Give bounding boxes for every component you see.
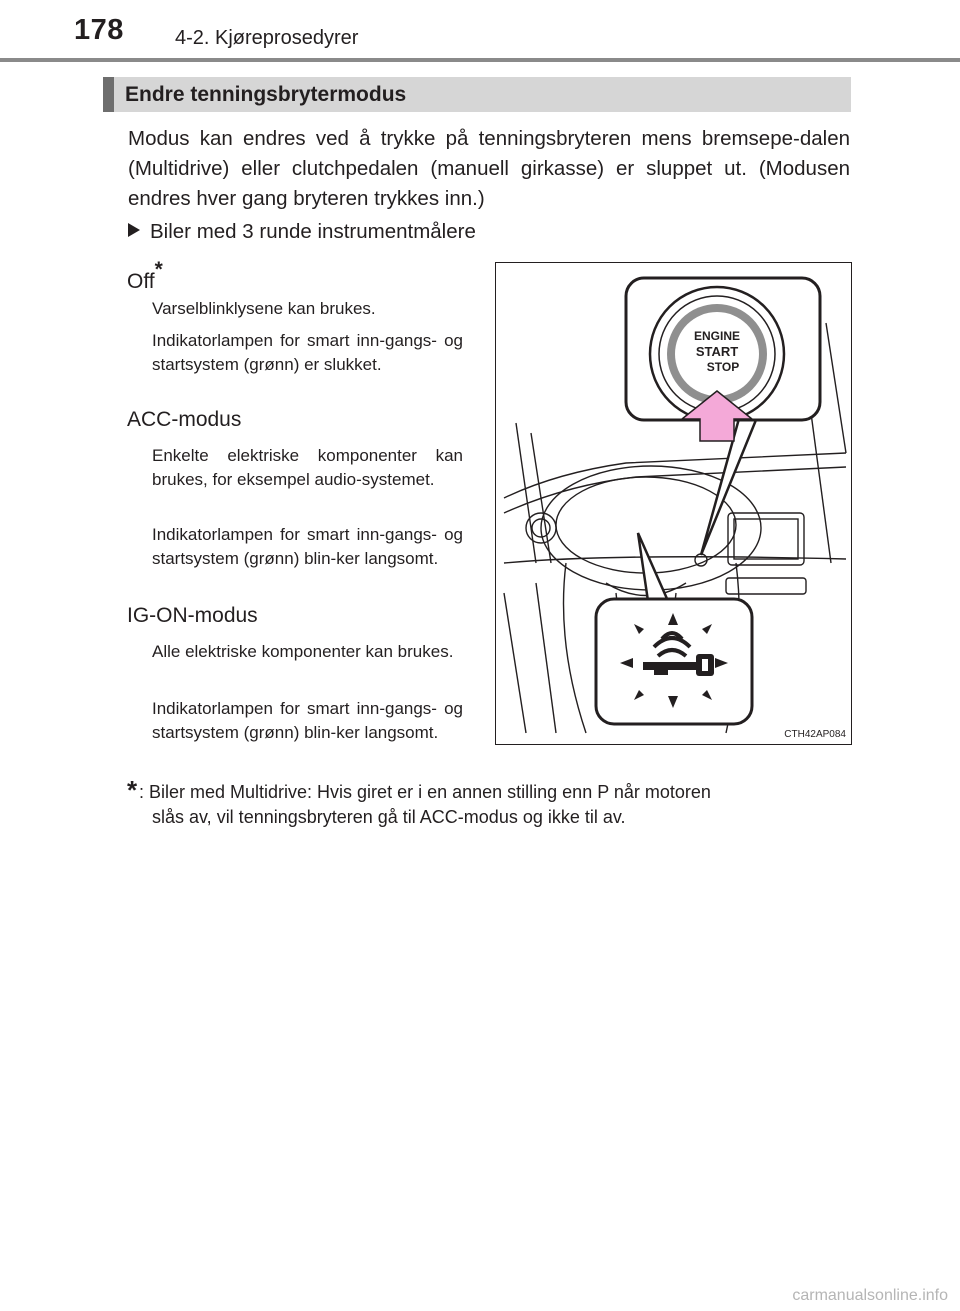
page-number: 178 [74, 14, 124, 46]
mode-off-desc-1: Varselblinklysene kan brukes. [152, 299, 376, 318]
mode-igon-title: IG-ON-modus [127, 604, 258, 627]
section-header [103, 77, 851, 112]
mode-off-star: * [154, 258, 163, 281]
subheading [128, 220, 476, 244]
footnote-star: * [127, 775, 138, 805]
chapter-title: 4-2. Kjøreprosedyrer [175, 27, 359, 49]
mode-off-label: Off [127, 270, 155, 293]
mode-off-title [127, 258, 163, 294]
dashboard-illustration [495, 262, 852, 745]
header-rule [0, 58, 960, 62]
dashboard-drawing [496, 263, 850, 743]
mode-off-desc-2: Indikatorlampen for smart inn-gangs- og startsystem (grønn) er slukket. [152, 331, 463, 374]
section-accent [103, 77, 114, 112]
figure-code: CTH42AP084 [784, 729, 846, 740]
mode-igon-desc-1: Alle elektriske komponenter kan brukes. [152, 642, 454, 661]
intro-paragraph: Modus kan endres ved å trykke på tenningsbryteren mens bremsepe-dalen (Multidrive) eller clutchpedalen (manuell girkasse) er sluppet ut. (Modusen endres hver gang bryteren trykkes inn.) [128, 127, 850, 210]
mode-acc-title: ACC-modus [127, 408, 242, 431]
watermark: carmanualsonline.info [792, 1287, 948, 1304]
subheading-text: Biler med 3 runde instrumentmålere [150, 220, 476, 243]
button-label-stop: STOP [706, 360, 740, 374]
footnote-line-1: : Biler med Multidrive: Hvis giret er i en annen stilling enn P når motoren [139, 782, 711, 802]
mode-igon-desc-2: Indikatorlampen for smart inn-gangs- og startsystem (grønn) blin-ker langsomt. [152, 699, 463, 742]
mode-acc-desc-2: Indikatorlampen for smart inn-gangs- og startsystem (grønn) blin-ker langsomt. [152, 525, 463, 568]
mode-acc-desc-1: Enkelte elektriske komponenter kan brukes, for eksempel audio-systemet. [152, 446, 463, 489]
button-label-start: START [695, 344, 739, 359]
triangle-bullet-icon [128, 223, 140, 237]
section-title: Endre tenningsbrytermodus [125, 83, 407, 106]
footnote-line-2: slås av, vil tenningsbryteren gå til ACC-modus og ikke til av. [152, 807, 626, 827]
button-label-engine: ENGINE [693, 329, 741, 343]
footnote [139, 780, 850, 830]
